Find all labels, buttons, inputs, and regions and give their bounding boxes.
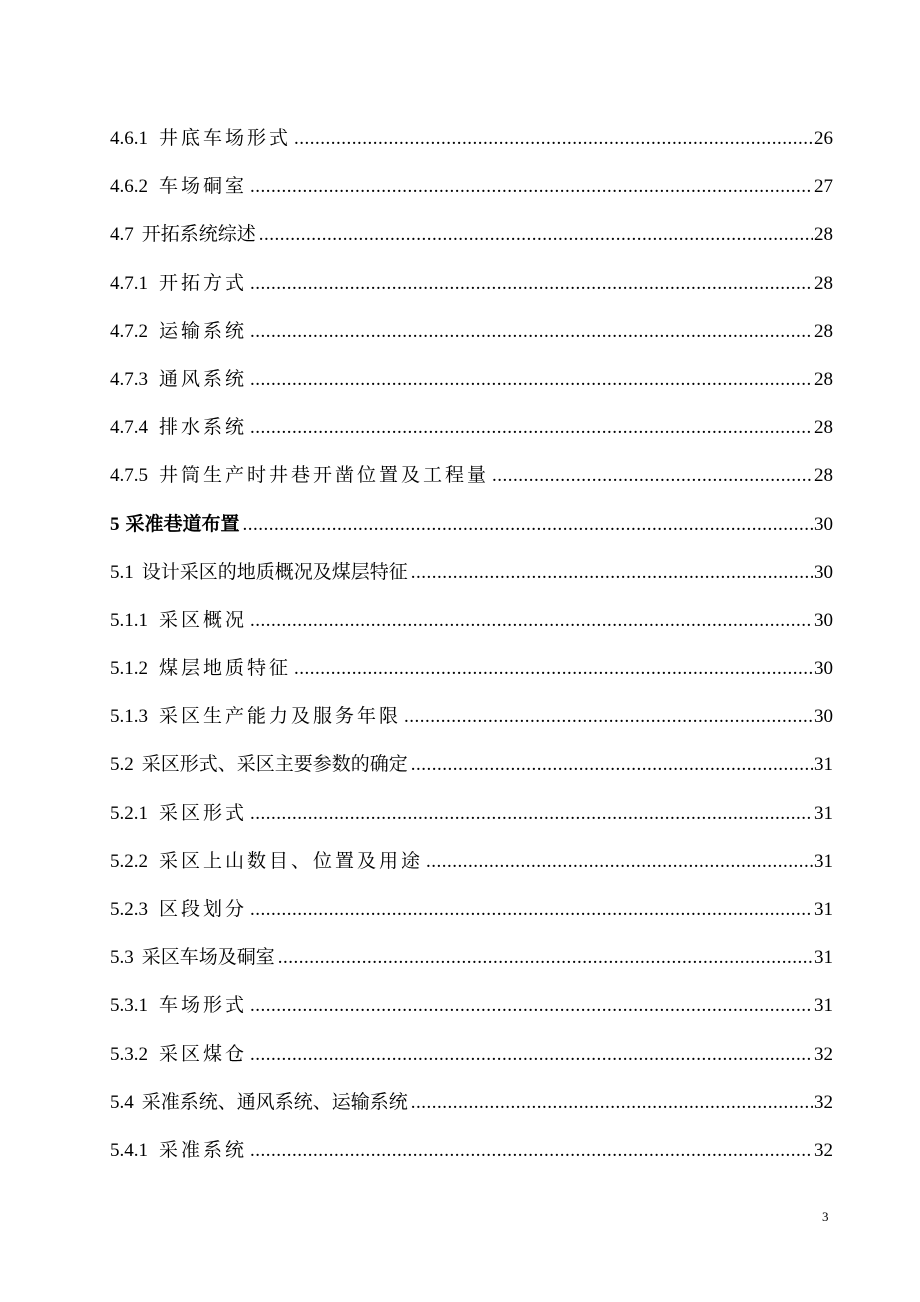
toc-entry-number: 5.3.2: [110, 1043, 148, 1065]
toc-entry-number: 4.7.1: [110, 272, 148, 294]
toc-entry-title: 采准巷道布置: [125, 513, 240, 535]
toc-entry-title: 采区形式、采区主要参数的确定: [141, 754, 408, 776]
toc-entry-title: 采区概况: [159, 609, 248, 631]
dot-leader: [250, 1127, 813, 1175]
toc-entry-page: 28: [814, 320, 833, 342]
toc-entry-page: 32: [814, 1091, 833, 1113]
toc-entry-title: 井筒生产时井巷开凿位置及工程量: [159, 465, 490, 487]
toc-entry-number: 5.4: [110, 1091, 134, 1113]
toc-entry-page: 31: [814, 995, 833, 1017]
toc-entry-title: 车场形式: [159, 995, 248, 1017]
toc-entry-page: 31: [814, 802, 833, 824]
toc-entry-page: 31: [814, 899, 833, 920]
toc-entry-page: 30: [814, 609, 833, 631]
toc-entry-title: 采区上山数目、位置及用途: [159, 850, 424, 872]
toc-entry-number: 4.7: [110, 224, 134, 246]
toc-entry-number: 5.3: [110, 947, 134, 969]
toc-entry[interactable]: [110, 982, 833, 1030]
dot-leader: [404, 693, 813, 741]
toc-entry[interactable]: [110, 597, 833, 645]
toc-entry-number: 5.2: [110, 754, 134, 776]
dot-leader: [250, 597, 813, 645]
dot-leader: [250, 356, 813, 404]
dot-leader: [411, 741, 813, 789]
toc-entry[interactable]: [110, 404, 833, 452]
toc-entry-number: 4.6.1: [110, 128, 148, 149]
toc-entry-page: 31: [814, 850, 833, 872]
toc-entry-number: 4.7.2: [110, 320, 148, 342]
toc-entry-page: 28: [814, 417, 833, 439]
dot-leader: [250, 1031, 813, 1079]
toc-entry-page: 28: [814, 465, 833, 487]
toc-entry[interactable]: [110, 115, 833, 163]
toc-entry-number: 4.7.3: [110, 368, 148, 390]
dot-leader: [294, 645, 813, 693]
toc-entry[interactable]: [110, 260, 833, 308]
toc-entry-number: 5.4.1: [110, 1139, 148, 1161]
toc-entry-title: 采准系统: [159, 1139, 248, 1161]
toc-entry-page: 28: [814, 368, 833, 390]
toc-entry-title: 区段划分: [159, 899, 248, 920]
dot-leader: [250, 163, 813, 211]
toc-entry-title: 采区形式: [159, 802, 248, 824]
toc-entry-page: 32: [814, 1043, 833, 1065]
toc-entry[interactable]: [110, 356, 833, 404]
toc-entry[interactable]: [110, 741, 833, 789]
toc-entry-number: 5.1.1: [110, 609, 148, 631]
toc-entry-number: 5.1: [110, 561, 134, 583]
toc-entry[interactable]: [110, 308, 833, 356]
dot-leader: [250, 982, 813, 1030]
dot-leader: [250, 886, 813, 934]
table-of-contents: [110, 115, 833, 1175]
toc-entry[interactable]: [110, 1031, 833, 1079]
toc-entry[interactable]: [110, 886, 833, 934]
dot-leader: [250, 790, 813, 838]
toc-entry-page: 31: [814, 754, 833, 776]
toc-entry-title: 采区车场及硐室: [141, 947, 275, 969]
toc-entry-title: 车场硐室: [159, 176, 248, 198]
toc-entry-page: 30: [814, 513, 833, 535]
toc-entry-page: 26: [814, 128, 833, 149]
toc-entry-page: 28: [814, 224, 833, 246]
toc-entry-page: 27: [814, 176, 833, 198]
toc-entry-number: 5.1.3: [110, 706, 148, 728]
dot-leader: [411, 549, 813, 597]
toc-entry[interactable]: [110, 790, 833, 838]
toc-entry[interactable]: [110, 452, 833, 500]
dot-leader: [250, 260, 813, 308]
dot-leader: [411, 1079, 813, 1127]
toc-entry-title: 井底车场形式: [159, 128, 292, 149]
toc-entry-title: 通风系统: [159, 368, 248, 390]
toc-entry-number: 5.3.1: [110, 995, 148, 1017]
toc-entry-number: 5.2.1: [110, 802, 148, 824]
dot-leader: [250, 308, 813, 356]
toc-entry-title: 开拓系统综述: [141, 224, 256, 246]
dot-leader: [294, 115, 813, 163]
dot-leader: [259, 211, 813, 259]
dot-leader: [243, 501, 813, 549]
toc-entry-title: 采区生产能力及服务年限: [159, 706, 402, 728]
toc-entry-title: 运输系统: [159, 320, 248, 342]
dot-leader: [278, 934, 813, 982]
dot-leader: [492, 452, 813, 500]
toc-entry-number: 4.6.2: [110, 176, 148, 198]
toc-entry-title: 采区煤仓: [159, 1043, 248, 1065]
toc-entry-page: 30: [814, 561, 833, 583]
toc-entry-number: 4.7.4: [110, 417, 148, 439]
toc-entry-title: 开拓方式: [159, 272, 248, 294]
toc-entry-number: 5.2.2: [110, 850, 148, 872]
toc-entry-number: 4.7.5: [110, 465, 148, 487]
toc-entry-title: 设计采区的地质概况及煤层特征: [141, 561, 408, 583]
toc-entry[interactable]: [110, 693, 833, 741]
toc-entry[interactable]: [110, 1079, 833, 1127]
toc-entry-page: 28: [814, 272, 833, 294]
toc-entry-chapter[interactable]: [110, 501, 833, 549]
toc-entry[interactable]: [110, 549, 833, 597]
toc-entry[interactable]: [110, 645, 833, 693]
toc-entry-number: 5.1.2: [110, 658, 148, 680]
toc-entry[interactable]: [110, 1127, 833, 1175]
page-number: 3: [822, 1209, 829, 1224]
toc-entry[interactable]: [110, 838, 833, 886]
toc-entry-title: 排水系统: [159, 417, 248, 439]
dot-leader: [250, 404, 813, 452]
toc-entry-page: 31: [814, 947, 833, 969]
toc-entry-title: 采准系统、通风系统、运输系统: [141, 1091, 408, 1113]
toc-entry[interactable]: [110, 163, 833, 211]
toc-entry-number: 5: [110, 513, 120, 535]
toc-entry-page: 30: [814, 706, 833, 728]
toc-entry-number: 5.2.3: [110, 899, 148, 920]
toc-entry-title: 煤层地质特征: [159, 658, 292, 680]
toc-entry[interactable]: [110, 211, 833, 259]
toc-entry-page: 32: [814, 1139, 833, 1161]
toc-entry[interactable]: [110, 934, 833, 982]
toc-entry-page: 30: [814, 658, 833, 680]
dot-leader: [426, 838, 813, 886]
